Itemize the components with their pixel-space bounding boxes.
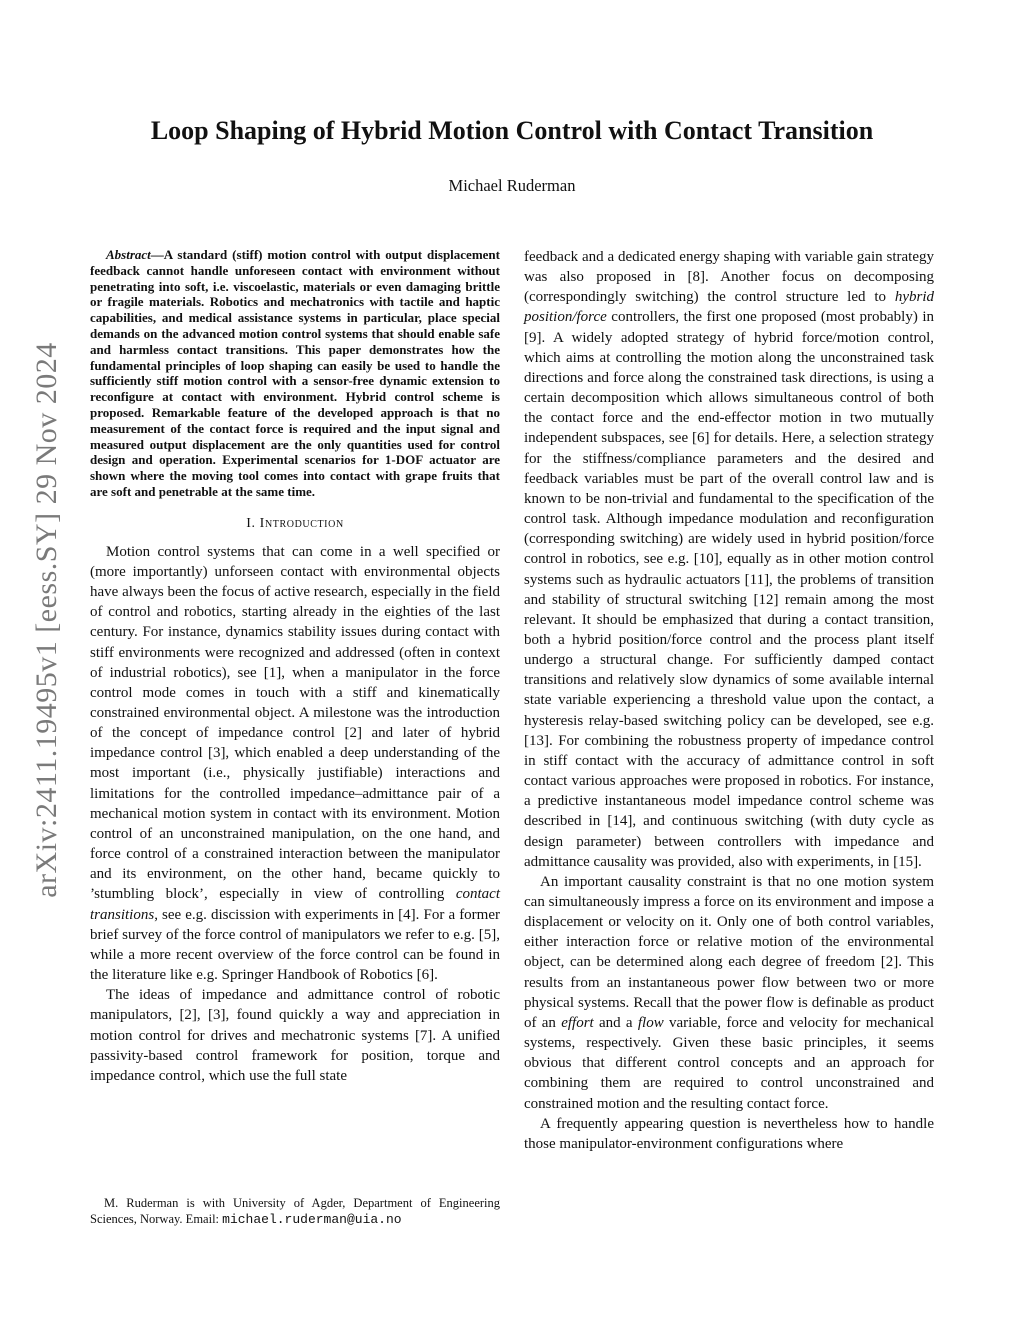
abstract-label: Abstract — [106, 247, 151, 262]
section-heading-introduction: I. Introduction — [246, 515, 344, 531]
abstract-text: A standard (stiff) motion control with output displacement feedback cannot handle unforeseen contact with environment without penetrating into soft, i.e. viscoelastic, materials or even damaging brittle or fragile materials. Robotics and mechatronics with tactile and haptic capabilities, and medical assistance systems in particular, place special demands on the advanced motion control systems that should enable safe and harmless contact transitions. This paper demonstrates how the fundamental principles of loop shaping can easily be used to handle the sufficiently stiff motion control with a sensor-free dynamic extension to reconfigure at contact with environment. Hybrid control scheme is proposed. Remarkable feature of the developed approach is that no measurement of the contact force is required and the input signal and measured output displacement are the only quantities used for control design and operation. Experimental scenarios for 1-DOF actuator are shown where the moving tool comes into contact with grape fruits that are soft and penetrable at the same time. — [90, 247, 500, 499]
abstract — [90, 247, 500, 500]
text-run: Motion control systems that can come in a well specified or (more importantly) unforseen contact with environmental objects have always been the focus of active research, especially in the field of control and robotics, starting already in the eighties of the last century. For instance, dynamics stability issues during contact with stiff environments were recognized and addressed (often in context of industrial robotics), see [1], when a manipulator in the force control mode comes in touch with a stiff and kinematically constrained environmental object. A milestone was the introduction of the concept of impedance control [2] and later of hybrid impedance control [3], which enabled a deep understanding of the most important (i.e., physically justifiable) interactions and limitations for the controlled impedance–admittance pair of a mechanical motion system in contact with its environment. Motion control of an unconstrained manipulation, on the one hand, and force control of a constrained interaction between the manipulator and its environment, on the other hand, became quickly to ’stumbling block’, especially in view of controlling — [90, 543, 500, 903]
intro-paragraph-3 — [524, 247, 934, 872]
right-column — [524, 247, 934, 1154]
arxiv-id: arXiv:2411.19495v1 [eess.SY] 29 Nov 2024 — [30, 342, 63, 898]
author-footnote — [90, 1195, 500, 1228]
text-run: An important causality constraint is that no one motion system can simultaneously impress a force on its environment and impose a displacement or velocity on it. Only one of both control variables, either interaction force or relative motion of the environmental object, can be determined along each degree of freedom [2]. This results from an instantaneous power flow between two or more physical systems. Recall that the power flow is definable as product of an — [524, 873, 934, 1031]
emphasis-text: hybrid position/force — [524, 289, 934, 326]
footnote-text: M. Ruderman is with University of Agder, Department of Engineering Sciences, Norway. Email: — [90, 1196, 500, 1226]
text-run: variable, force and velocity for mechanical systems, respectively. Given these basic principles, it seems obvious that different control concepts and an approach for combining them are required to control unconstrained and constrained motion and the resulting contact force. — [524, 1014, 934, 1112]
paper-title: Loop Shaping of Hybrid Motion Control with Contact Transition — [150, 116, 874, 145]
abstract-separator: — — [150, 247, 164, 262]
intro-paragraph-4 — [524, 872, 934, 1114]
intro-paragraph-2: The ideas of impedance and admittance control of robotic manipulators, [2], [3], found quickly a way and appreciation in motion control for drives and mechatronic systems [7]. A unified passivity-based control framework for position, torque and impedance control, which use the full state — [90, 987, 500, 1084]
emphasis-text: contact transitions — [90, 886, 500, 923]
emphasis-text: flow — [637, 1014, 664, 1031]
emphasis-text: effort — [561, 1014, 594, 1031]
text-run: controllers, the first one proposed (most probably) in [9]. A widely adopted strategy of hybrid force/motion control, which aims at controlling the motion along the unconstrained task directions and force along the constrained task directions, is using a certain decomposition which allows simultaneous control of both the contact force and the end-effector motion in two mutually independent subspaces, see [6] for details. Here, a selection strategy for the stiffness/compliance parameters and the desired and feedback variables must be part of the overall control law and is known to be non-trivial and fundamental to the specification of the control task. Although impedance modulation and reconfiguration (corresponding switching) are widely used in hybrid position/force control in robotics, see e.g. [10], equally as in other motion control systems such as hydraulic actuators [11], the problems of transition and stability of structural switching [12] remain among the most relevant. It should be emphasized that during a contact transition, both a hybrid position/force control and the process plant itself undergo a structural change. For sufficiently damped contact transitions and relatively slow dynamics of some available internal state variable experiencing a threshold value upon the contact, a hysteresis relay-based switching policy can be developed, see e.g. [13]. For combining the robustness property of impedance control in stiff contact with the accuracy of admittance control in soft contact various approaches were proposed in robotics. For instance, a predictive instantaneous model impedance control scheme was described in [14], and continuous switching (with duty cycle as design parameter) between controllers with impedance and admittance causality was provided, also with experiments, in [15]. — [524, 309, 934, 870]
author-name: Michael Ruderman — [448, 176, 576, 195]
left-column — [90, 247, 500, 1086]
intro-paragraph-1 — [90, 542, 500, 985]
author-email[interactable]: michael.ruderman@uia.no — [222, 1212, 402, 1227]
arxiv-watermark — [22, 250, 72, 990]
text-run: and a — [593, 1014, 638, 1031]
text-run: , see e.g. discission with experiments in [4]. For a former brief survey of the force control of manipulators we refer to e.g. [5], while a more recent overview of the force control can be found in the literature like e.g. Springer Handbook of Robotics [6]. — [90, 906, 500, 984]
intro-paragraph-5: A frequently appearing question is nevertheless how to handle those manipulator-environment configurations where — [524, 1115, 934, 1152]
text-run: feedback and a dedicated energy shaping with variable gain strategy was also proposed in [8]. Another focus on decomposing (correspondingly switching) the control structure led to — [524, 249, 934, 306]
